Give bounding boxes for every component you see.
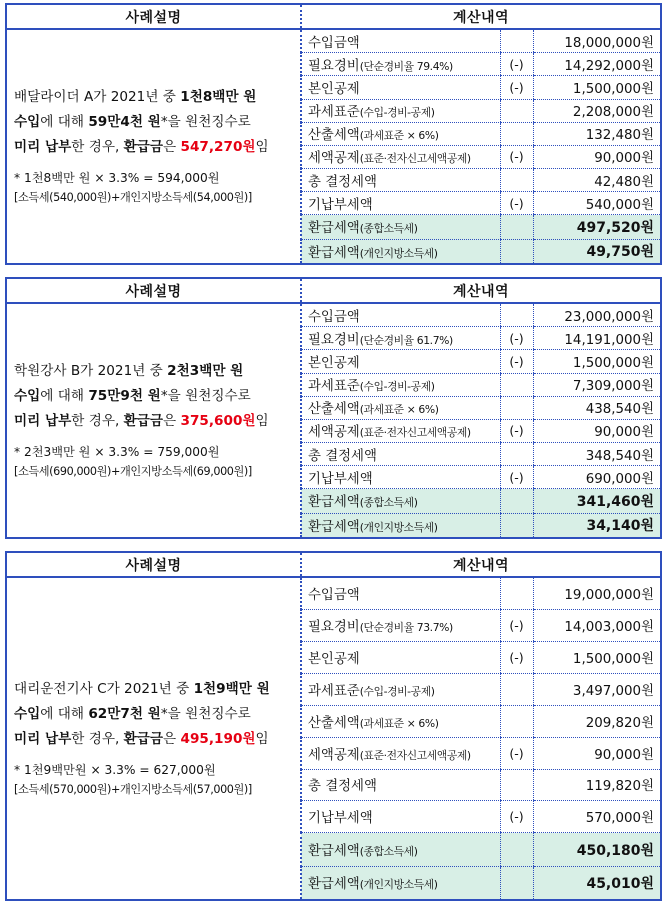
calc-sign [500, 169, 533, 192]
calc-sign: (-) [500, 610, 533, 642]
header-calculation: 계산내역 [301, 5, 660, 29]
calc-label: 기납부세액 [301, 192, 500, 215]
calc-label: 필요경비(단순경비율 79.4%) [301, 53, 500, 76]
calc-label: 환급세액(종합소득세) [301, 489, 500, 513]
calc-sign: (-) [500, 737, 533, 769]
calc-label: 총 결정세액 [301, 169, 500, 192]
calc-amount: 49,750원 [533, 239, 660, 263]
case-b-table [5, 277, 662, 539]
calc-sign [500, 29, 533, 53]
description-line-2: 수입에 대해 75만9천 원*을 원천징수로 [14, 388, 251, 404]
calc-amount: 1,500,000원 [533, 642, 660, 674]
withholding-breakdown: [소득세(690,000원)+개인지방소득세(69,000원)] [14, 465, 252, 478]
withholding-breakdown: [소득세(570,000원)+개인지방소득세(57,000원)] [14, 783, 252, 796]
calc-label: 수입금액 [301, 29, 500, 53]
calc-amount: 690,000원 [533, 466, 660, 489]
header-calculation: 계산내역 [301, 553, 660, 577]
calc-label: 환급세액(종합소득세) [301, 215, 500, 239]
calc-sign: (-) [500, 466, 533, 489]
calc-amount: 18,000,000원 [533, 29, 660, 53]
case-description [7, 303, 301, 537]
calc-label: 필요경비(단순경비율 61.7%) [301, 327, 500, 350]
calc-sign [500, 303, 533, 327]
calc-row [7, 29, 660, 53]
table-header [7, 553, 660, 577]
calc-label: 필요경비(단순경비율 73.7%) [301, 610, 500, 642]
calc-amount: 19,000,000원 [533, 577, 660, 610]
case-a-table [5, 3, 662, 265]
withholding-note: * 2천3백만 원 × 3.3% = 759,000원 [14, 445, 220, 459]
calc-sign [500, 769, 533, 801]
calc-label: 환급세액(개인지방소득세) [301, 239, 500, 263]
calc-label: 총 결정세액 [301, 443, 500, 466]
case-c-table [5, 551, 662, 901]
calc-label: 본인공제 [301, 350, 500, 373]
calc-sign [500, 705, 533, 737]
calc-label: 세액공제(표준·전자신고세액공제) [301, 737, 500, 769]
calc-row [7, 577, 660, 610]
calc-amount: 14,292,000원 [533, 53, 660, 76]
calc-sign: (-) [500, 801, 533, 833]
calc-sign [500, 673, 533, 705]
calc-amount: 34,140원 [533, 513, 660, 537]
header-description: 사례설명 [7, 279, 301, 303]
calc-sign [500, 833, 533, 866]
calc-sign: (-) [500, 76, 533, 99]
calc-label: 과세표준(수입-경비-공제) [301, 99, 500, 122]
calc-sign [500, 396, 533, 419]
description-line-3: 미리 납부한 경우, 환급금은 375,600원임 [14, 413, 269, 429]
calc-label: 수입금액 [301, 577, 500, 610]
description-line-2: 수입에 대해 59만4천 원*을 원천징수로 [14, 114, 251, 130]
calc-label: 본인공제 [301, 642, 500, 674]
calc-amount: 90,000원 [533, 737, 660, 769]
calc-label: 기납부세액 [301, 466, 500, 489]
calc-amount: 7,309,000원 [533, 373, 660, 396]
calc-amount: 540,000원 [533, 192, 660, 215]
header-calculation: 계산내역 [301, 279, 660, 303]
calc-sign: (-) [500, 642, 533, 674]
calc-label: 세액공제(표준·전자신고세액공제) [301, 145, 500, 168]
calc-label: 과세표준(수입-경비-공제) [301, 673, 500, 705]
description-line-1: 대리운전기사 C가 2021년 중 1천9백만 원 [14, 681, 270, 697]
table-header [7, 279, 660, 303]
refund-amount: 495,190원 [180, 731, 256, 747]
calc-amount: 42,480원 [533, 169, 660, 192]
calc-amount: 570,000원 [533, 801, 660, 833]
calc-label: 수입금액 [301, 303, 500, 327]
calc-amount: 90,000원 [533, 419, 660, 442]
description-line-1: 배달라이더 A가 2021년 중 1천8백만 원 [14, 89, 257, 105]
case-description [7, 577, 301, 899]
calc-amount: 14,003,000원 [533, 610, 660, 642]
description-line-1: 학원강사 B가 2021년 중 2천3백만 원 [14, 363, 244, 379]
description-line-3: 미리 납부한 경우, 환급금은 495,190원임 [14, 731, 269, 747]
description-line-3: 미리 납부한 경우, 환급금은 547,270원임 [14, 139, 269, 155]
calc-label: 본인공제 [301, 76, 500, 99]
withholding-breakdown: [소득세(540,000원)+개인지방소득세(54,000원)] [14, 191, 252, 204]
calc-amount: 45,010원 [533, 866, 660, 899]
calc-sign [500, 489, 533, 513]
calc-sign [500, 373, 533, 396]
case-description [7, 29, 301, 263]
calc-sign: (-) [500, 145, 533, 168]
calc-label: 산출세액(과세표준 × 6%) [301, 396, 500, 419]
calc-sign: (-) [500, 53, 533, 76]
calc-label: 환급세액(개인지방소득세) [301, 513, 500, 537]
calc-amount: 132,480원 [533, 122, 660, 145]
calc-sign: (-) [500, 419, 533, 442]
calc-amount: 438,540원 [533, 396, 660, 419]
calc-amount: 209,820원 [533, 705, 660, 737]
calc-amount: 90,000원 [533, 145, 660, 168]
calc-label: 환급세액(개인지방소득세) [301, 866, 500, 899]
calc-amount: 450,180원 [533, 833, 660, 866]
calc-label: 과세표준(수입-경비-공제) [301, 373, 500, 396]
description-line-2: 수입에 대해 62만7천 원*을 원천징수로 [14, 706, 251, 722]
calc-label: 총 결정세액 [301, 769, 500, 801]
calc-row [7, 303, 660, 327]
withholding-note: * 1천8백만 원 × 3.3% = 594,000원 [14, 171, 220, 185]
calc-amount: 14,191,000원 [533, 327, 660, 350]
calc-amount: 341,460원 [533, 489, 660, 513]
calc-amount: 2,208,000원 [533, 99, 660, 122]
calc-sign: (-) [500, 192, 533, 215]
calc-sign [500, 99, 533, 122]
calc-sign [500, 215, 533, 239]
refund-amount: 375,600원 [180, 413, 256, 429]
header-description: 사례설명 [7, 5, 301, 29]
calc-sign [500, 866, 533, 899]
calc-label: 환급세액(종합소득세) [301, 833, 500, 866]
calc-sign: (-) [500, 350, 533, 373]
calc-amount: 119,820원 [533, 769, 660, 801]
calc-sign [500, 443, 533, 466]
calc-sign [500, 513, 533, 537]
calc-label: 산출세액(과세표준 × 6%) [301, 705, 500, 737]
calc-amount: 23,000,000원 [533, 303, 660, 327]
calc-amount: 1,500,000원 [533, 76, 660, 99]
calc-amount: 497,520원 [533, 215, 660, 239]
calc-label: 세액공제(표준·전자신고세액공제) [301, 419, 500, 442]
withholding-note: * 1천9백만원 × 3.3% = 627,000원 [14, 763, 216, 777]
calc-amount: 1,500,000원 [533, 350, 660, 373]
calc-sign [500, 122, 533, 145]
table-header [7, 5, 660, 29]
calc-sign [500, 577, 533, 610]
calc-sign [500, 239, 533, 263]
header-description: 사례설명 [7, 553, 301, 577]
refund-amount: 547,270원 [180, 139, 256, 155]
calc-sign: (-) [500, 327, 533, 350]
calc-amount: 3,497,000원 [533, 673, 660, 705]
calc-label: 기납부세액 [301, 801, 500, 833]
calc-amount: 348,540원 [533, 443, 660, 466]
calc-label: 산출세액(과세표준 × 6%) [301, 122, 500, 145]
